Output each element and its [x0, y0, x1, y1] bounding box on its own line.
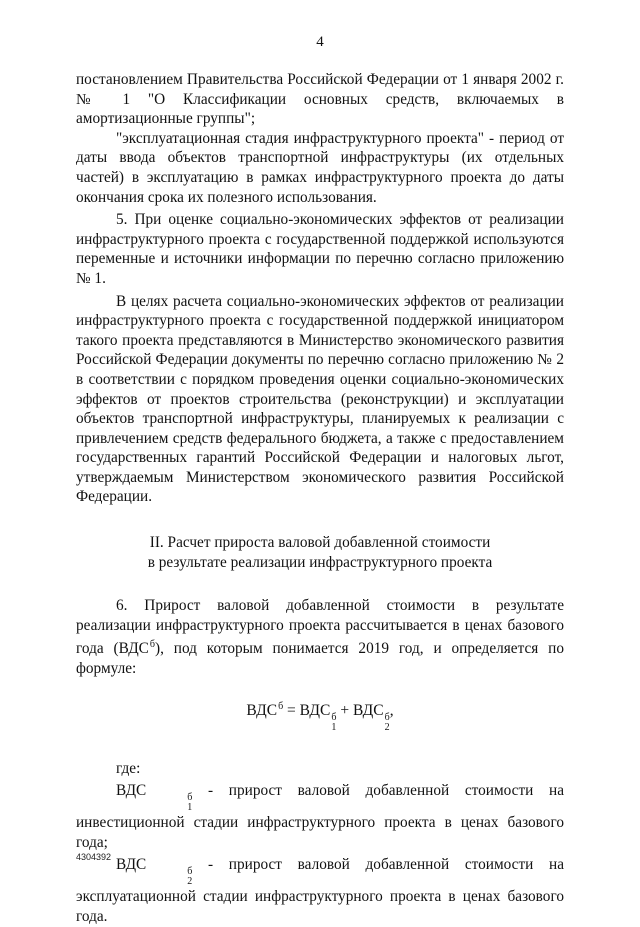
document-body	[76, 70, 564, 927]
formula-plus: +	[336, 701, 353, 719]
where-label: где:	[116, 759, 141, 777]
definition-2-sub: 2	[187, 876, 193, 888]
definition-1-sub: 1	[187, 802, 193, 814]
formula-lhs	[246, 702, 283, 719]
formula-term-2-base: ВДС	[352, 701, 384, 719]
paragraph-decree-reference: постановлением Правительства Российской Федерации от 1 января 2002 г. № 1 "О Классификации основных средств, включаемых в амортизационные группы";	[76, 71, 564, 128]
paragraph-operational-stage-definition: "эксплуатационная стадия инфраструктурного проекта" - период от даты ввода объектов транспортной инфраструктуры (их отдельных частей) в эксплуатацию в рамках инфраструктурного проекта до даты окончания срока их полезного использования.	[76, 129, 564, 206]
definition-1-text: - прирост валовой добавленной стоимости на инвестиционной стадии инфраструктурного проекта в ценах базового года;	[76, 782, 564, 851]
definition-2-sup: б	[187, 866, 193, 878]
paragraph-documents-submission: В целях расчета социально-экономических эффектов от реализации инфраструктурного проекта с государственной поддержкой инициатором такого проекта представляются в Министерство экономического развития Российской Федерации документы по перечню согласно приложению № 2 в соответствии с порядком проведения оценки социально-экономических эффектов от проектов строительства (реконструкции) и эксплуатации объектов транспортной инфраструктуры, планируемых к реализации с привлечением средств федерального бюджета, а также с предоставлением государственных гарантий Российской Федерации и налоговых льгот, утверждаемым Министерством экономического развития Российской Федерации.	[76, 292, 564, 506]
definition-2-base: ВДС	[116, 856, 147, 874]
item-6-superscript: б	[149, 639, 155, 651]
formula-term-1-sup: б	[331, 711, 337, 723]
definition-gva-1	[76, 781, 564, 852]
formula-equals: =	[283, 701, 300, 719]
item-6-text-after: ), под которым понимается 2019 год, и определяется по формуле:	[76, 640, 564, 678]
formula-term-2-sub: 2	[384, 721, 390, 733]
item-6-text-before: 6. Прирост валовой добавленной стоимости в результате реализации инфраструктурного проекта рассчитывается в ценах базового года (ВДС	[76, 597, 564, 658]
section-heading	[76, 533, 564, 572]
formula-end: ,	[389, 701, 394, 719]
section-heading-line-1: II. Расчет прироста валовой добавленной стоимости	[149, 534, 491, 552]
formula-lhs-base: ВДС	[246, 701, 278, 719]
definition-1-base: ВДС	[116, 782, 147, 800]
formula-term-1-sub: 1	[331, 721, 337, 733]
definition-1-sup: б	[187, 792, 193, 804]
paragraph-item-5: 5. При оценке социально-экономических эффектов от реализации инфраструктурного проекта с государственной поддержкой используются переменные и источники информации по перечню согласно приложению № 1.	[76, 211, 564, 287]
definition-2-text: - прирост валовой добавленной стоимости на эксплуатационной стадии инфраструктурного проекта в ценах базового года.	[76, 856, 564, 925]
formula-lhs-sup: б	[278, 700, 284, 712]
page-number: 4	[316, 34, 324, 50]
footer-code: 4304392	[76, 852, 112, 862]
paragraph-item-6	[76, 596, 564, 678]
section-heading-line-2: в результате реализации инфраструктурного проекта	[147, 553, 493, 571]
formula-term-1-base: ВДС	[299, 701, 331, 719]
definition-1-symbol	[116, 782, 193, 814]
formula-gva	[76, 697, 564, 733]
formula-term-1	[299, 701, 337, 733]
formula-term-2	[352, 701, 390, 733]
definition-2-symbol	[116, 856, 193, 888]
formula-term-2-sup: б	[384, 711, 390, 723]
definition-gva-2	[76, 855, 564, 926]
